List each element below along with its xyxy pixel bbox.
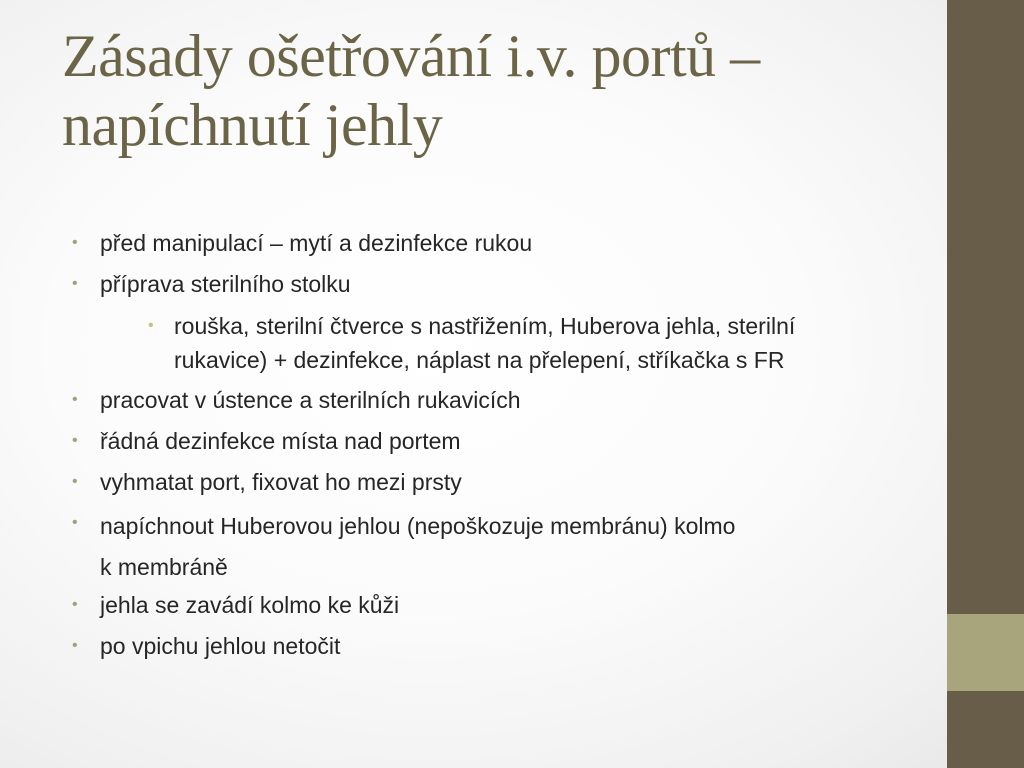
- list-item: [72, 629, 341, 663]
- list-item: [72, 424, 461, 458]
- bullet-icon: •: [72, 514, 78, 531]
- list-item: [72, 465, 462, 499]
- list-item-text: před manipulací – mytí a dezinfekce rukou: [100, 230, 533, 256]
- bullet-icon: •: [72, 596, 78, 613]
- list-item-text-line-2: rukavice) + dezinfekce, náplast na přelepení, stříkačka s FR: [174, 347, 785, 373]
- bullet-icon: •: [72, 234, 78, 251]
- title-line-1: Zásady ošetřování i.v. portů –: [62, 23, 760, 89]
- list-item: [72, 383, 521, 417]
- list-item: [72, 267, 351, 301]
- list-item-text-line-1: napíchnout Huberovou jehlou (nepoškozuje membránu) kolmo: [100, 513, 736, 539]
- list-item-text: po vpichu jehlou netočit: [100, 633, 341, 659]
- decorative-side-accent: [947, 614, 1024, 691]
- list-item-text: vyhmatat port, fixovat ho mezi prsty: [100, 469, 462, 495]
- list-item-text: příprava sterilního stolku: [100, 271, 351, 297]
- list-item-text: řádná dezinfekce místa nad portem: [100, 428, 461, 454]
- list-item: [72, 226, 533, 260]
- list-item-text-line-1: rouška, sterilní čtverce s nastřižením, Huberova jehla, sterilní: [174, 313, 796, 339]
- bullet-icon: •: [148, 317, 154, 334]
- list-item: [72, 506, 736, 588]
- bullet-icon: •: [72, 432, 78, 449]
- bullet-icon: •: [72, 275, 78, 292]
- bullet-icon: •: [72, 391, 78, 408]
- list-item-text-line-2: k membráně: [100, 554, 228, 580]
- bullet-icon: •: [72, 637, 78, 654]
- sub-list-item: [148, 309, 796, 377]
- bullet-icon: •: [72, 473, 78, 490]
- list-item-text: pracovat v ústence a sterilních rukavicích: [100, 387, 521, 413]
- list-item: [72, 588, 400, 622]
- title-line-2: napíchnutí jehly: [62, 92, 443, 158]
- list-item-text: jehla se zavádí kolmo ke kůži: [100, 592, 400, 618]
